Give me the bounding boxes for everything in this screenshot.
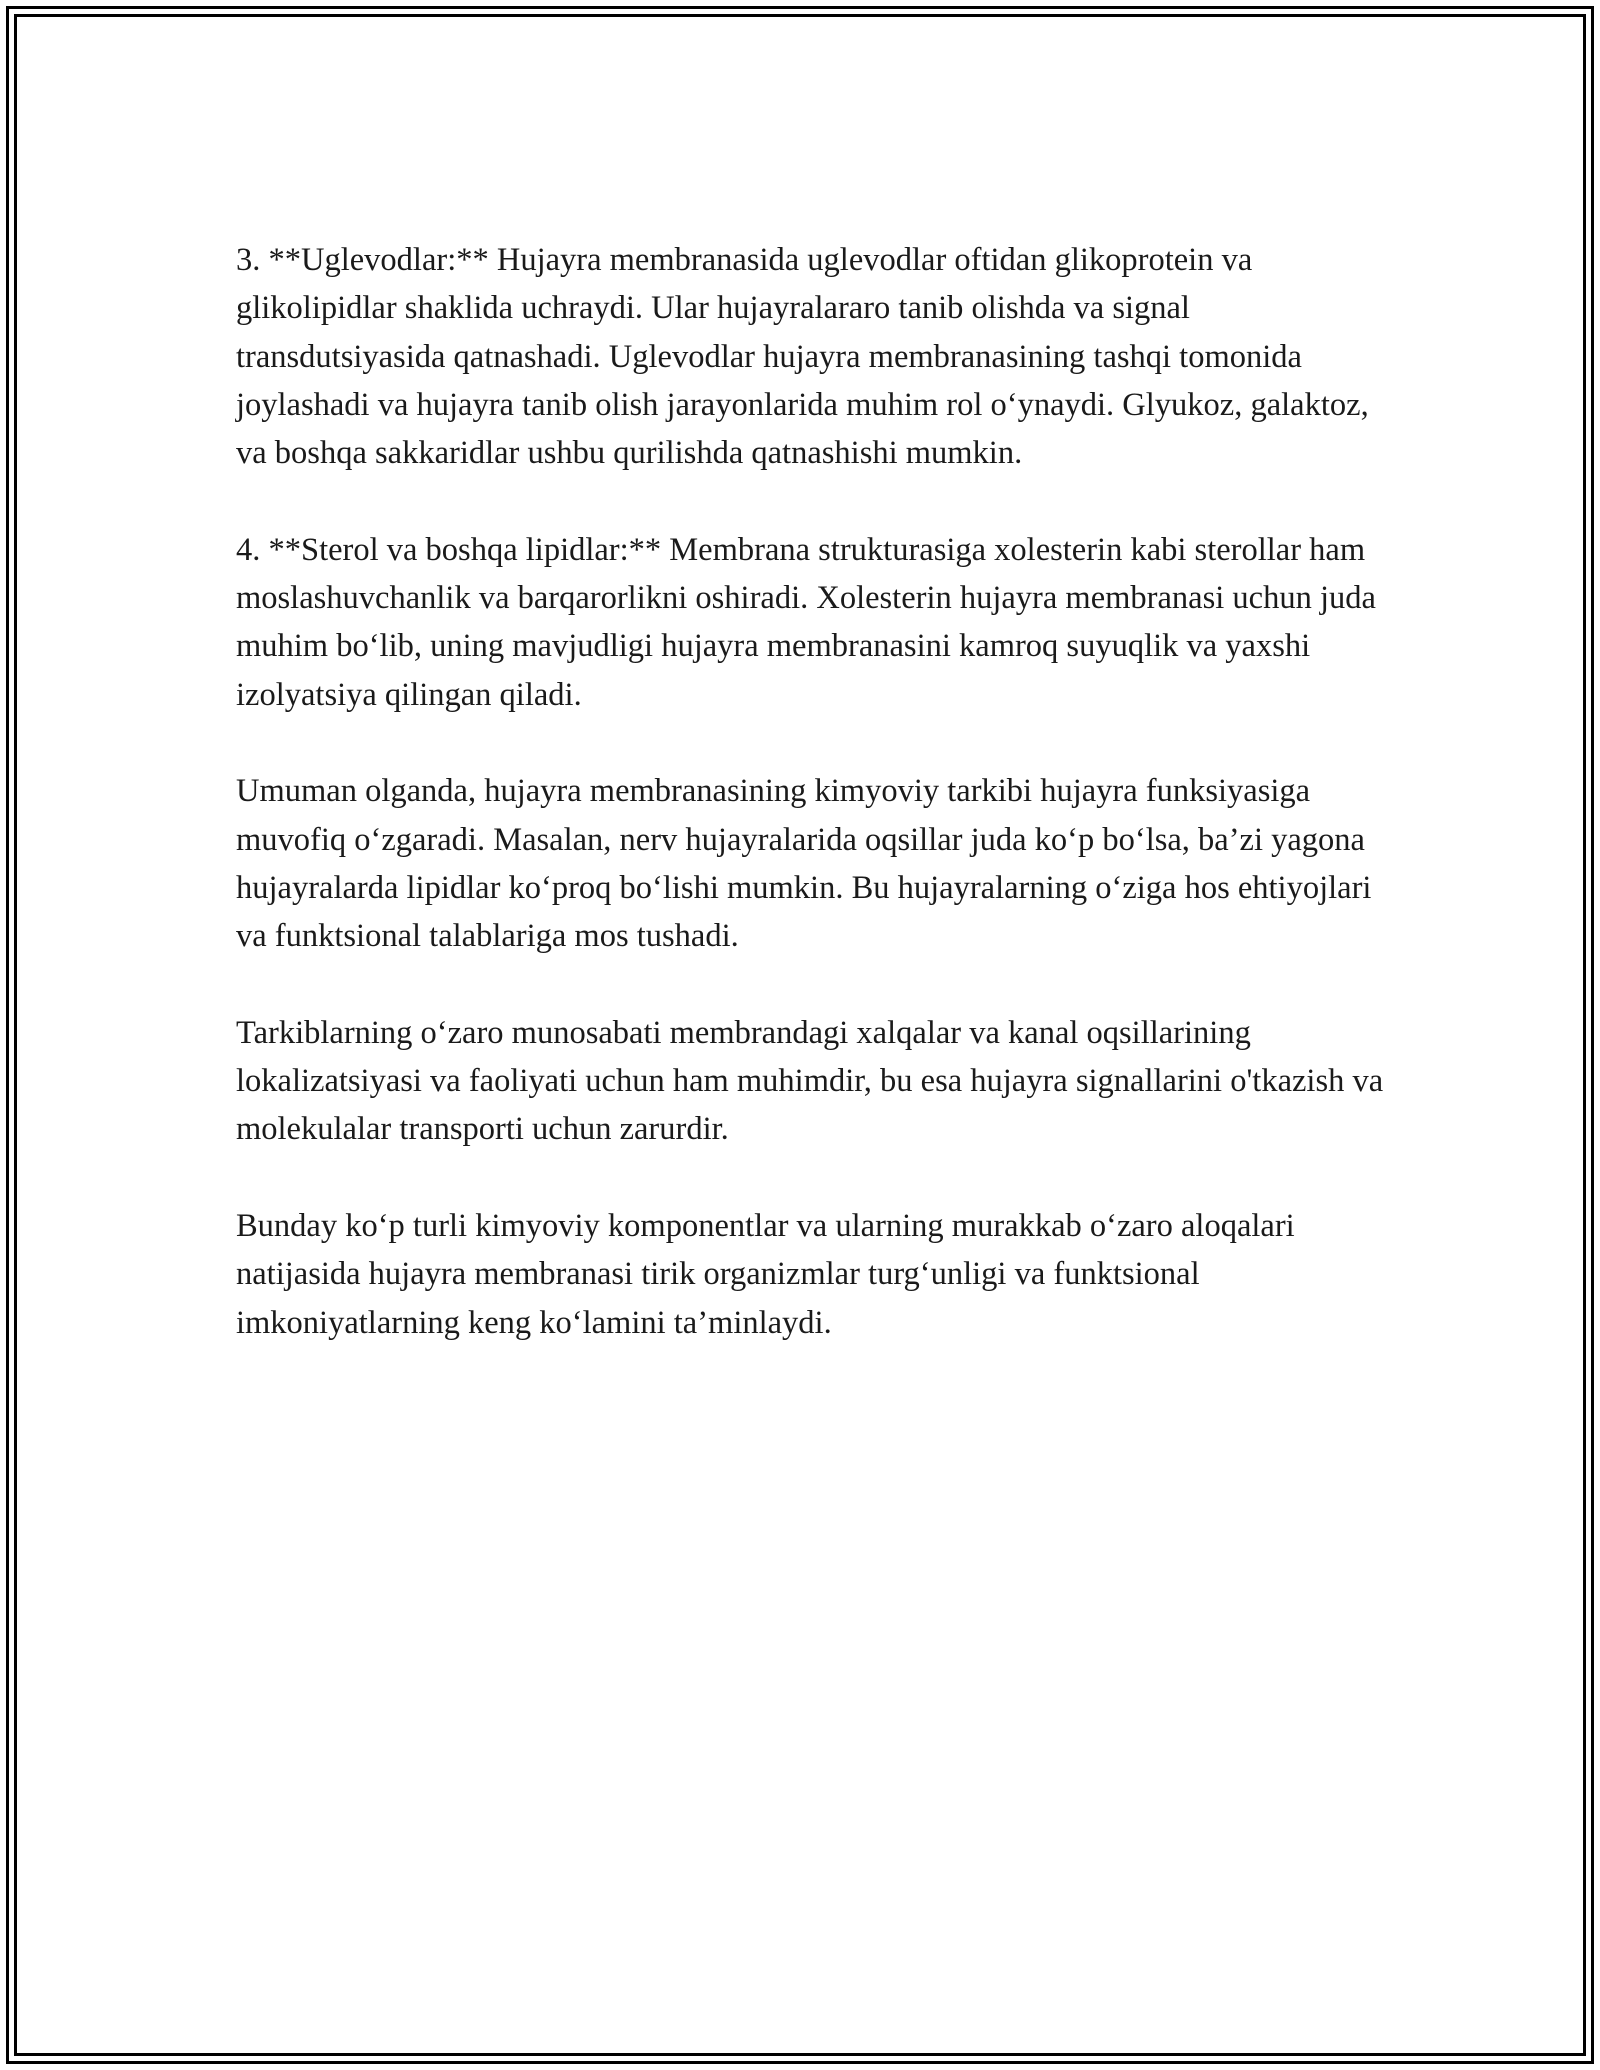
paragraph-interactions: Tarkiblarning o‘zaro munosabati membrandagi xalqalar va kanal oqsillarining lokalizatsiyasi va faoliyati uchun ham muhimdir, bu esa hujayra signallarini o'tkazish va molekulalar transporti uchun zarurdir. [236, 1014, 1384, 1148]
document-body [236, 236, 1396, 1395]
paragraph-summary: Umuman olganda, hujayra membranasining kimyoviy tarkibi hujayra funksiyasiga muvofiq o‘zgaradi. Masalan, nerv hujayralarida oqsillar juda ko‘p bo‘lsa, ba’zi yagona hujayralarda lipidlar ko‘proq bo‘lishi mumkin. Bu hujayralarning o‘ziga hos ehtiyojlari va funktsional talablariga mos tushadi. [236, 773, 1372, 955]
paragraph-conclusion: Bunday ko‘p turli kimyoviy komponentlar va ularning murakkab o‘zaro aloqalari natijasida hujayra membranasi tirik organizmlar turg‘unligi va funktsional imkoniyatlarning keng ko‘lamini ta’minlaydi. [236, 1207, 1295, 1341]
paragraph-carbohydrates: 3. **Uglevodlar:** Hujayra membranasida uglevodlar oftidan glikoprotein va glikolipidlar shaklida uchraydi. Ular hujayralararo tanib olishda va signal transdutsiyasida qatnashadi. Uglevodlar hujayra membranasining tashqi tomonida joylashadi va hujayra tanib olish jarayonlarida muhim rol o‘ynaydi. Glyukoz, galaktoz, va boshqa sakkaridlar ushbu qurilishda qatnashishi mumkin. [236, 242, 1369, 472]
paragraph-sterols: 4. **Sterol va boshqa lipidlar:** Membrana strukturasiga xolesterin kabi sterollar ham moslashuvchanlik va barqarorlikni oshiradi. Xolesterin hujayra membranasi uchun juda muhim bo‘lib, uning mavjudligi hujayra membranasini kamroq suyuqlik va yaxshi izolyatsiya qilingan qiladi. [236, 531, 1376, 713]
